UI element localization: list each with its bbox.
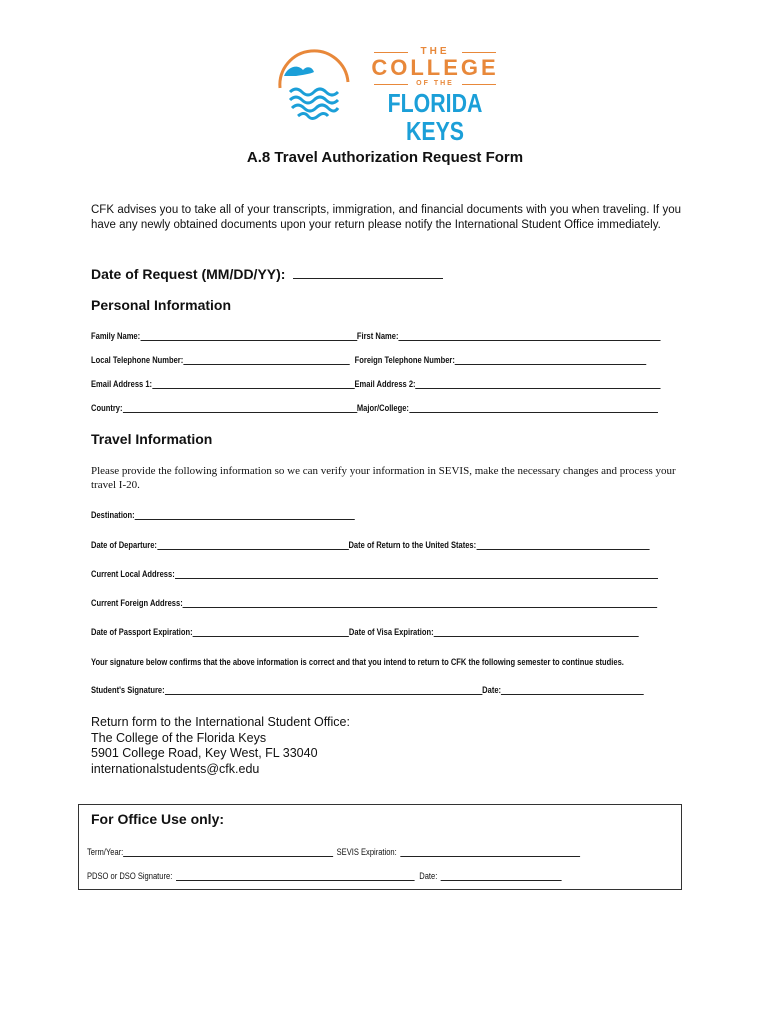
term-sevis-field (87, 847, 580, 857)
return-college-name: The College of the Florida Keys (91, 730, 267, 745)
signature-statement: Your signature below confirms that the above information is correct and that you intend to return to CFK the following semester to continue studies. (91, 657, 624, 667)
return-street-address: 5901 College Road, Key West, FL 33040 (91, 746, 318, 760)
travel-information-heading: Travel Information (91, 431, 213, 447)
signature-date-input[interactable] (501, 686, 644, 695)
student-signature-label: Student's Signature: (91, 685, 165, 695)
office-date-input[interactable] (441, 872, 562, 881)
pdso-signature-label: PDSO or DSO Signature: (87, 871, 173, 881)
family-name-label: Family Name: (91, 331, 141, 341)
first-name-input[interactable] (398, 332, 660, 341)
current-foreign-address-input[interactable] (183, 599, 658, 608)
signature-date-label: Date: (482, 685, 502, 695)
return-email[interactable]: internationalstudents@cfk.edu (91, 761, 260, 776)
form-title: A.8 Travel Authorization Request Form (246, 149, 524, 166)
destination-input[interactable] (135, 511, 355, 520)
family-name-field (91, 331, 661, 341)
visa-expiration-input[interactable] (434, 628, 639, 637)
major-college-input[interactable] (409, 404, 658, 413)
travel-note: Please provide the following information so we can verify your information in SEVIS, make the necessary changes and process your travel I-20. (91, 465, 676, 491)
return-instruction: Return form to the International Student Office: (91, 715, 350, 729)
sevis-expiration-input[interactable] (400, 848, 580, 857)
passport-expiration-label: Date of Passport Expiration: (91, 627, 193, 637)
student-signature-input[interactable] (165, 686, 483, 695)
date-of-return-input[interactable] (476, 541, 649, 550)
date-of-departure-label: Date of Departure: (91, 540, 157, 550)
pdso-signature-input[interactable] (176, 872, 415, 881)
sevis-expiration-label: SEVIS Expiration: (336, 847, 397, 857)
logo-of-the: OF THE (370, 79, 500, 89)
foreign-telephone-input[interactable] (455, 356, 647, 365)
intro-paragraph: CFK advises you to take all of your transcripts, immigration, and financial documents with you when traveling. If you have any newly obtained documents upon your return please notify the International Student Office immediately. (91, 204, 681, 231)
return-address-block (91, 715, 350, 777)
first-name-label: First Name: (356, 331, 399, 341)
visa-expiration-label: Date of Visa Expiration: (348, 627, 434, 637)
logo-florida-keys: FLORIDA KEYS (387, 88, 483, 146)
family-name-input[interactable] (140, 332, 357, 341)
local-telephone-input[interactable] (183, 356, 349, 365)
current-local-address-input[interactable] (175, 570, 658, 579)
office-use-box (78, 804, 682, 890)
office-use-heading: For Office Use only: (91, 811, 225, 827)
office-date-label: Date: (419, 871, 438, 881)
passport-expiration-input[interactable] (193, 628, 349, 637)
student-signature-field (91, 685, 644, 695)
local-telephone-label: Local Telephone Number: (91, 355, 184, 365)
foreign-address-field (91, 598, 657, 608)
email-address-2-input[interactable] (416, 380, 661, 389)
country-field (91, 403, 658, 413)
date-of-request-input[interactable] (293, 266, 443, 279)
travel-dates-field (91, 540, 649, 550)
expiration-dates-field (91, 627, 639, 637)
email-field (91, 379, 661, 389)
logo-the: THE (370, 46, 500, 57)
college-logo-mark (270, 42, 356, 128)
current-foreign-address-label: Current Foreign Address: (91, 598, 183, 608)
telephone-field (91, 355, 646, 365)
foreign-telephone-label: Foreign Telephone Number: (354, 355, 455, 365)
country-input[interactable] (123, 404, 357, 413)
sun-waves-icon (270, 42, 356, 128)
current-local-address-label: Current Local Address: (91, 569, 175, 579)
major-college-label: Major/College: (356, 403, 409, 413)
personal-information-heading: Personal Information (91, 297, 232, 313)
term-year-label: Term/Year: (87, 847, 124, 857)
date-of-request-field (91, 266, 443, 282)
email-address-2-label: Email Address 2: (354, 379, 416, 389)
college-logo-text (370, 46, 500, 145)
email-address-1-input[interactable] (152, 380, 354, 389)
local-address-field (91, 569, 658, 579)
date-of-request-label: Date of Request (MM/DD/YY): (91, 266, 286, 282)
pdso-signature-field (87, 871, 562, 881)
term-year-input[interactable] (123, 848, 333, 857)
email-address-1-label: Email Address 1: (91, 379, 153, 389)
date-of-return-label: Date of Return to the United States: (348, 540, 477, 550)
logo-college: COLLEGE (371, 55, 499, 80)
date-of-departure-input[interactable] (157, 541, 349, 550)
destination-field (91, 510, 355, 520)
destination-label: Destination: (91, 510, 135, 520)
country-label: Country: (91, 403, 123, 413)
